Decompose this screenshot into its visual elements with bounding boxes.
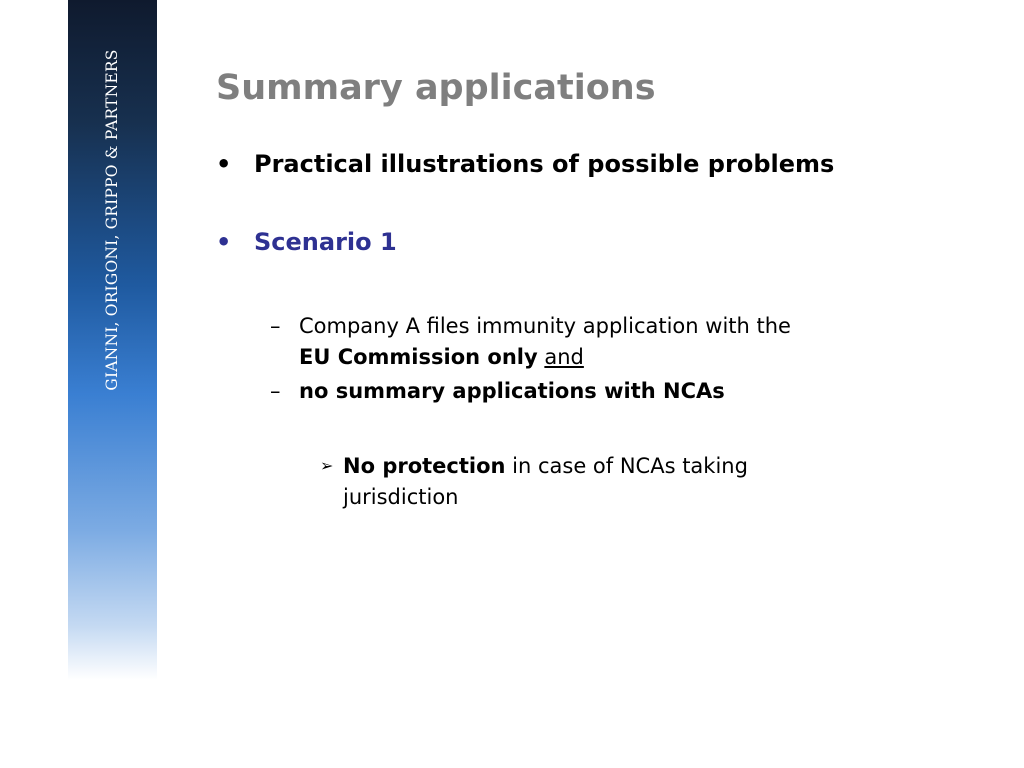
bullet-item-scenario <box>216 228 397 256</box>
bullet-text: Practical illustrations of possible problems <box>254 150 835 178</box>
bullet-text: Scenario 1 <box>254 228 397 256</box>
slide-title: Summary applications <box>216 68 656 108</box>
conclusion-text-line2: jurisdiction <box>343 485 459 509</box>
conclusion-item <box>320 450 748 513</box>
dash-marker: – <box>270 379 281 403</box>
conclusion-bold-text: No protection <box>343 454 506 478</box>
bullet-marker: • <box>216 228 232 256</box>
sub-item-no-summary <box>270 376 725 407</box>
bullet-marker: • <box>216 150 232 178</box>
conclusion-text: in case of NCAs taking <box>505 454 748 478</box>
firm-name-vertical: GIANNI, ORIGONI, GRIPPO & PARTNERS <box>103 49 121 391</box>
dash-marker: – <box>270 314 281 338</box>
sub-item-underlined-text: and <box>544 345 584 369</box>
sub-item-bold-text: EU Commission only <box>299 345 538 369</box>
sub-item-text: no summary applications with NCAs <box>299 379 725 403</box>
bullet-item-practical <box>216 150 834 178</box>
sub-item-company-a <box>270 311 791 373</box>
sub-item-line1: Company A files immunity application with the <box>299 314 791 338</box>
arrow-bullet-icon: ➢ <box>320 456 334 475</box>
